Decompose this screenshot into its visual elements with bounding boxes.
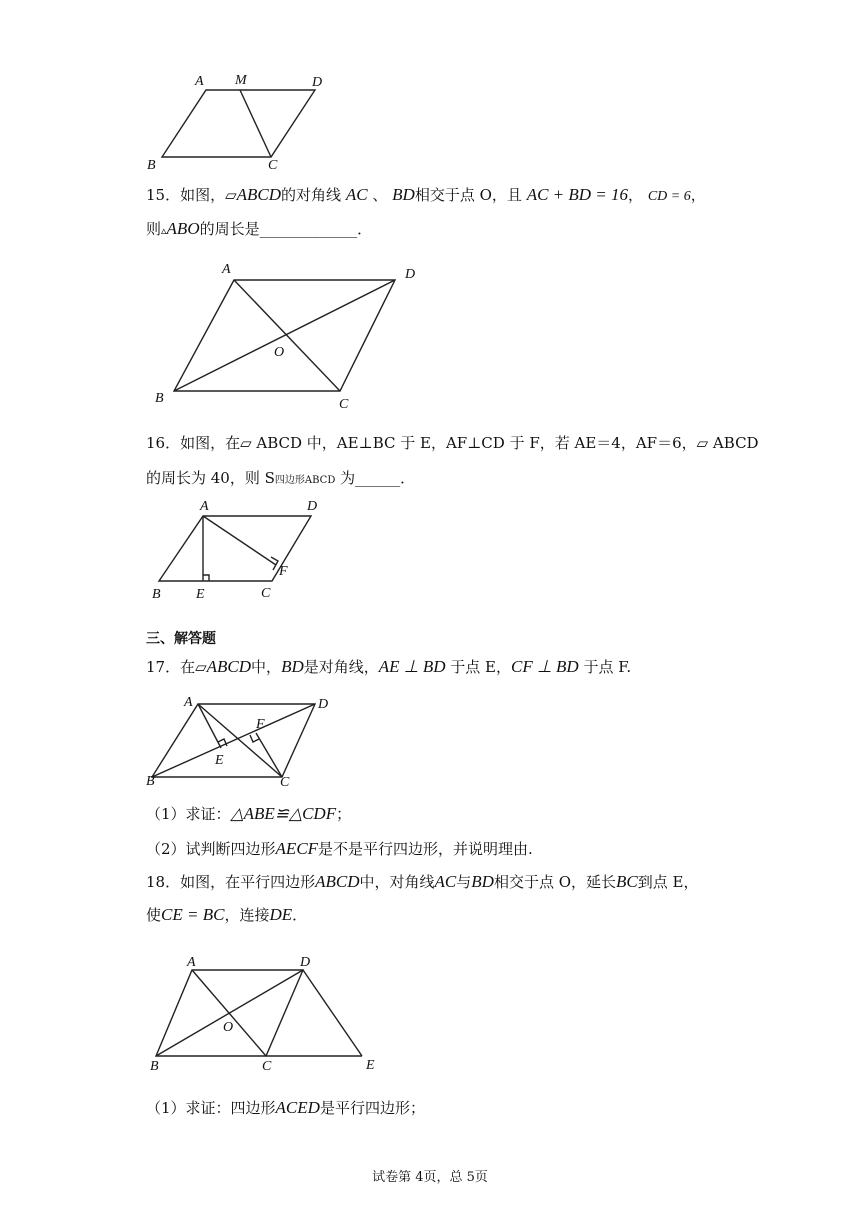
figure-q14 xyxy=(140,66,340,176)
section-heading: 三、解答题 xyxy=(146,631,216,647)
diagonal-bd xyxy=(152,704,315,777)
diagonal-bd xyxy=(156,970,303,1056)
label-d: D xyxy=(300,955,311,970)
label-e: E xyxy=(215,753,224,768)
label-b: B xyxy=(146,774,155,789)
label-o: O xyxy=(274,345,285,360)
right-angle-e xyxy=(203,575,209,581)
answer-blank: ______ xyxy=(355,469,401,487)
label-a: A xyxy=(222,262,231,277)
label-a: A xyxy=(200,499,209,514)
q18-part1: （1）求证：四边形ACED是平行四边形； xyxy=(146,1098,425,1117)
figure-q16 xyxy=(140,496,340,606)
q15-line1: 15．如图，▱ABCD的对角线 AC 、 BD相交于点 O，且 AC + BD = 16， CD = 6， xyxy=(146,185,706,204)
label-c: C xyxy=(268,158,278,173)
perpendicular-ae xyxy=(198,704,221,748)
label-d: D xyxy=(307,499,318,514)
label-d: D xyxy=(405,267,416,282)
parallelogram-symbol: ▱ xyxy=(195,658,207,676)
figure-q15 xyxy=(140,256,440,416)
q15-number: 15． xyxy=(146,186,181,204)
label-b: B xyxy=(155,391,164,406)
figure-q18 xyxy=(140,950,400,1080)
parallelogram-amdc-diagram xyxy=(140,66,340,176)
segment-ac xyxy=(198,704,282,777)
diagonal-ac xyxy=(234,280,340,391)
q15-line2: 则▵ABO的周长是_____________． xyxy=(146,219,373,238)
q18-line1: 18．如图，在平行四边形ABCD中，对角线AC与BD相交于点 O，延长BC到点 E， xyxy=(146,872,699,891)
label-c: C xyxy=(261,586,271,601)
parallelogram-abcd-diagonals-diagram xyxy=(140,256,440,416)
label-o: O xyxy=(223,1020,234,1035)
figure-q17 xyxy=(140,688,360,798)
parallelogram-extended-diagram xyxy=(140,950,400,1080)
label-a: A xyxy=(187,955,196,970)
label-m: M xyxy=(235,73,247,88)
label-d: D xyxy=(318,697,329,712)
altitude-af xyxy=(203,516,276,565)
q17-line1: 17．在▱ABCD中，BD是对角线，AE ⊥ BD 于点 E，CF ⊥ BD 于点 F. xyxy=(146,657,632,676)
q18-number: 18． xyxy=(146,873,181,891)
parallelogram-outline xyxy=(162,90,315,157)
q16-number: 16． xyxy=(146,434,181,452)
parallelogram-altitudes-diagram xyxy=(140,496,340,606)
label-b: B xyxy=(152,587,161,602)
q17-part2: （2）试判断四边形AECF是不是平行四边形，并说明理由. xyxy=(146,839,533,858)
segment-de xyxy=(303,970,362,1056)
label-d: D xyxy=(312,75,323,90)
label-e: E xyxy=(366,1058,375,1073)
answer-blank: _____________ xyxy=(259,220,358,238)
label-c: C xyxy=(280,775,290,790)
page-footer: 试卷第 4页，总 5页 xyxy=(372,1170,488,1185)
q17-number: 17． xyxy=(146,658,181,676)
segment-mc xyxy=(240,90,271,157)
perpendicular-cf xyxy=(256,733,282,777)
q15-equation-1: AC + BD = 16 xyxy=(526,185,629,204)
label-f: F xyxy=(279,564,288,579)
q15-equation-2: CD = 6 xyxy=(647,189,691,204)
area-subscript: 四边形ABCD xyxy=(274,475,336,486)
q17-part1: （1）求证：△ABE≌△CDF； xyxy=(146,804,352,823)
label-b: B xyxy=(147,158,156,173)
label-b: B xyxy=(150,1059,159,1074)
label-c: C xyxy=(339,397,349,412)
q16-line1: 16．如图，在▱ ABCD 中，AE⊥BC 于 E，AF⊥CD 于 F，若 AE＝4，AF＝6，▱ ABCD xyxy=(146,434,759,452)
q16-line2: 的周长为 40，则 S四边形ABCD 为______． xyxy=(146,469,416,487)
parallelogram-outline xyxy=(159,516,311,581)
label-f: F xyxy=(256,717,265,732)
diagonal-bd xyxy=(174,280,395,391)
label-c: C xyxy=(262,1059,272,1074)
label-a: A xyxy=(184,695,193,710)
label-e: E xyxy=(196,587,205,602)
triangle-symbol: ▵ xyxy=(161,224,167,237)
q18-line2: 使CE = BC，连接DE． xyxy=(146,905,308,924)
parallelogram-symbol: ▱ xyxy=(225,186,237,204)
parallelogram-perpendiculars-diagram xyxy=(140,688,360,798)
label-a: A xyxy=(195,74,204,89)
